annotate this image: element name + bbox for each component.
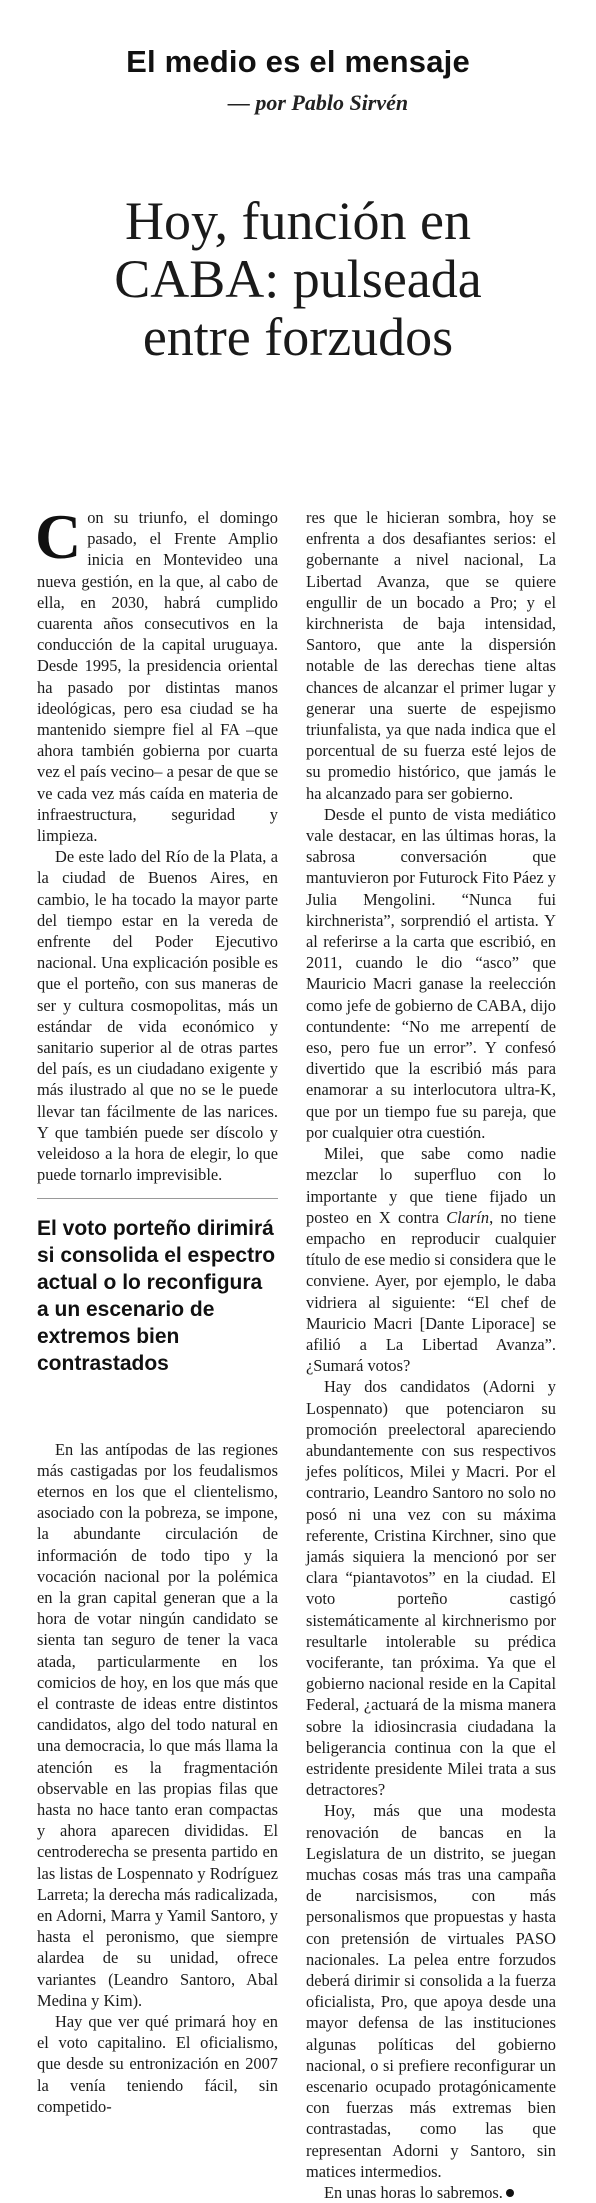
- paragraph: De este lado del Río de la Plata, a la ciudad de Buenos Aires, en cambio, le ha tocado la mayor parte del tiempo estar en la vereda de enfrente del Poder Ejecutivo nacional. Una explicación posible es que el porteño, con sus maneras de ser y cultura cosmopolitas, más un estándar de vida económico y sanitario superior al de otras partes del país, es un ciudadano exigente y más ilustrado al que no se le puede llevar tan fácilmente de las narices. Y que también puede ser díscolo y veleidoso a la hora de elegir, lo que puede tornarlo imprevisible.: [37, 847, 278, 1185]
- newspaper-name: Clarín: [446, 1207, 490, 1227]
- paragraph: [306, 1143, 556, 1376]
- dropcap: C: [35, 501, 82, 572]
- paragraph: Hay dos candidatos (Adorni y Lospennato) que potenciaron su promoción preelectoral apareciendo abundantemente con sus respectivos jefes políticos, Milei y Macri. Por el contrario, Leandro Santoro no solo no posó ni una vez con su máxima referente, Cristina Kirchner, sino que jamás siquiera la mencionó por ser clara “piantavotos” en la ciudad. El voto porteño castigó sistemáticamente al kirchnerismo por resultarle intolerable su prédica vociferante, tan próxima. Ya que el gobierno nacional reside en la Capital Federal, ¿actuará de la misma manera sobre la idiosincrasia ciudadana la beligerancia continua con la que el estridente presidente Milei trata a sus detractores?: [306, 1377, 556, 1800]
- headline-line-3: entre forzudos: [142, 307, 454, 367]
- paragraph: [306, 2182, 556, 2203]
- right-column: [306, 507, 556, 2203]
- paragraph-text: Milei, que sabe como nadie mezclar lo superfluo con lo importante y que tiene fijado un posteo en X contra: [306, 1144, 556, 1227]
- headline: [40, 192, 556, 366]
- paragraph-text: , no tiene empacho en reproducir cualquier título de ese medio si considera que le conviene. Ayer, por ejemplo, le daba vidriera al siguiente: “El chef de Mauricio Macri [Dante Liporace] se afilió a La Libertad Avanza”. ¿Sumará votos?: [306, 1207, 556, 1376]
- paragraph-text: on su triunfo, el domingo pasado, el Frente Amplio inicia en Montevideo una nueva gestión, en la que, al cabo de ella, en 2030, habrá cumplido cuarenta años consecutivos en la conducción de la capital uruguaya. Desde 1995, la presidencia oriental ha pasado por distintas manos ideológicas, pero esa ciudad se ha mantenido siempre fiel al FA –que ahora también gobierna por cuarta vez el país vecino– a pesar de que se ve cada vez más caída en materia de infraestructura, seguridad y limpieza.: [37, 508, 278, 846]
- end-mark-icon: [506, 2189, 514, 2197]
- closing-text: En unas horas lo sabremos.: [324, 2183, 503, 2203]
- left-column: [35, 501, 278, 2117]
- paragraph: Hoy, más que una modesta renovación de bancas en la Legislatura de un distrito, se juegan muchas cosas más tras una campaña de narcisismos, con más personalismos que propuestas y hasta con pretensión de virtuales PASO nacionales. La pelea entre forzudos deberá dirimir si consolida a la fuerza oficialista, Pro, que apoya desde una mayor defensa de las instituciones algunas políticas del gobierno nacional, o si prefiere reconfigurar un escenario ocupado protagónicamente con fuerzas más extremas bien contrastadas, como las que representan Adorni y Santoro, sin matices intermedios.: [306, 1801, 556, 2181]
- paragraph: res que le hicieran sombra, hoy se enfrenta a dos desafiantes serios: el gobernante a nivel nacional, La Libertad Avanza, que se quiere engullir de un bocado a Pro; y el kirchnerista de baja intensidad, Santoro, que ante la dispersión notable de las derechas tiene altas chances de alcanzar el primer lugar y generar una suerte de espejismo triunfalista, ya que nada indica que el porcentual de su fuerza esté lejos de su promedio histórico, que jamás le ha alcanzado para ser gobierno.: [306, 508, 556, 803]
- headline-line-2: CABA: pulseada: [114, 249, 482, 309]
- pull-quote: [37, 1198, 278, 1377]
- pull-quote-text: El voto porteño dirimirá si consolida el espectro actual o lo reconfigura a un escenario de extremos bien contrastados: [37, 1216, 276, 1375]
- spacer: [37, 1377, 278, 1439]
- byline: — por Pablo Sirvén: [227, 90, 409, 115]
- paragraph: Hay que ver qué primará hoy en el voto capitalino. El oficialismo, que desde su entronización en 2007 la venía teniendo fácil, sin competido-: [37, 2011, 278, 2116]
- paragraph: [35, 501, 278, 846]
- section-title: El medio es el mensaje: [126, 44, 470, 79]
- headline-line-1: Hoy, función en: [125, 191, 471, 251]
- paragraph: Desde el punto de vista mediático vale destacar, en las últimas horas, la sabrosa conversación que mantuvieron por Futurock Fito Páez y Julia Mengolini. “Nunca fui kirchnerista”, sorprendió el artista. Y al referirse a la carta que escribió, en 2011, cuando le dio “asco” que Mauricio Macri ganase la reelección como jefe de gobierno de CABA, dijo contundente: “No me arrepentí de eso, pero fue un error”. Y confesó divertido que la escribió más para enamorar a su interlocutora ultra-K, que por un tiempo fue su pareja, que por cualquier otra cuestión.: [306, 804, 556, 1142]
- paragraph: En las antípodas de las regiones más castigadas por los feudalismos eternos en los que el clientelismo, asociado con la pobreza, se impone, la abundante circulación de información de todo tipo y la vocación nacional por la polémica en la gran capital generan que a la hora de votar ningún candidato se sienta tan seguro de tener la vaca atada, particularmente en los comicios de hoy, en los que más que el contraste de ideas entre distintos candidatos, algo del todo natural en una democracia, lo que más llama la atención es la fragmentación observable en las propias filas que hasta no hace tanto eran compactas y ahora aparecen divididas. El centroderecha se presenta partido en las listas de Lospennato y Rodríguez Larreta; la derecha más radicalizada, en Adorni, Marra y Yamil Santoro, y hasta el peronismo, que siempre alardea de su unidad, ofrece variantes (Leandro Santoro, Abal Medina y Kim).: [37, 1439, 278, 2010]
